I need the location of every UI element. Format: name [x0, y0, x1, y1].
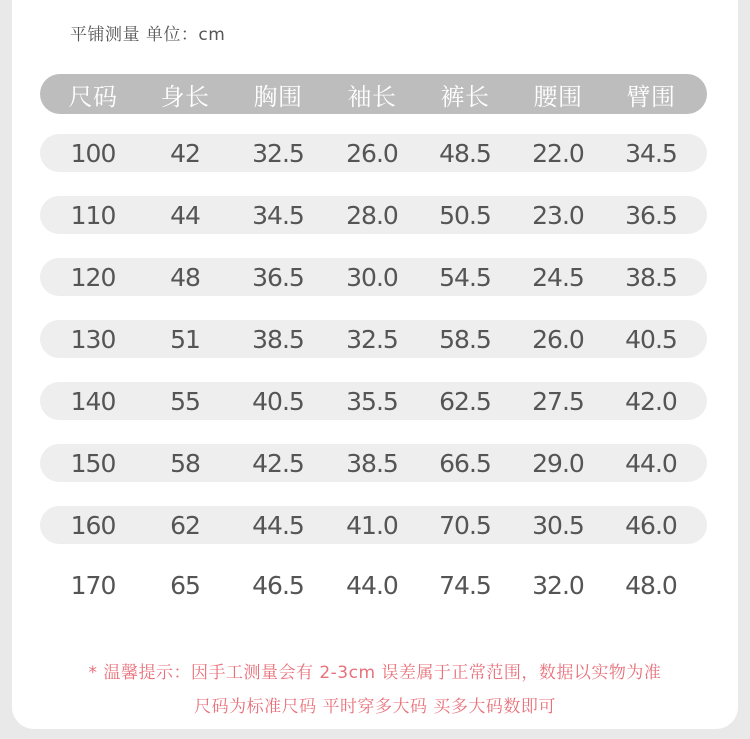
table-row [40, 320, 707, 358]
table-cell: 150 [70, 448, 116, 478]
table-cell: 38.5 [625, 262, 677, 292]
table-header-row [40, 74, 707, 114]
table-row [40, 196, 707, 234]
table-cell: 36.5 [625, 200, 677, 230]
tip-line-2: 尺码为标准尺码 平时穿多大码 买多大码数即可 [194, 697, 556, 717]
table-cell: 46.0 [625, 510, 677, 540]
table-header-cell: 身长 [160, 82, 210, 111]
table-cell: 100 [70, 138, 116, 168]
table-cell: 44.5 [252, 510, 304, 540]
table-cell: 35.5 [346, 386, 398, 416]
table-cell: 40.5 [625, 324, 677, 354]
table-cell: 74.5 [439, 570, 491, 600]
table-cell: 22.0 [532, 138, 584, 168]
table-cell: 65 [170, 570, 200, 600]
table-cell: 26.0 [346, 138, 398, 168]
table-cell: 30.0 [346, 262, 398, 292]
table-row [40, 506, 707, 544]
table-cell: 120 [70, 262, 116, 292]
table-cell: 170 [70, 570, 116, 600]
table-cell: 41.0 [346, 510, 398, 540]
table-cell: 40.5 [252, 386, 304, 416]
table-cell: 44.0 [625, 448, 677, 478]
table-row [40, 382, 707, 420]
table-cell: 51 [170, 324, 200, 354]
table-cell: 46.5 [252, 570, 304, 600]
table-header-cell: 腰围 [533, 82, 583, 111]
table-cell: 32.5 [252, 138, 304, 168]
table-cell: 130 [70, 324, 116, 354]
table-cell: 29.0 [532, 448, 584, 478]
table-cell: 48 [170, 262, 200, 292]
table-header-cell: 裤长 [440, 82, 490, 111]
table-cell: 34.5 [252, 200, 304, 230]
table-cell: 44.0 [346, 570, 398, 600]
table-cell: 27.5 [532, 386, 584, 416]
table-cell: 55 [170, 386, 200, 416]
table-cell: 32.0 [532, 570, 584, 600]
table-row [40, 134, 707, 172]
table-header-cell: 尺码 [68, 82, 118, 111]
table-cell: 28.0 [346, 200, 398, 230]
table-cell: 34.5 [625, 138, 677, 168]
table-cell: 42.5 [252, 448, 304, 478]
table-cell: 48.5 [439, 138, 491, 168]
table-cell: 23.0 [532, 200, 584, 230]
table-row [40, 566, 707, 604]
table-header-cell: 胸围 [253, 82, 303, 111]
table-cell: 58 [170, 448, 200, 478]
table-row [40, 444, 707, 482]
table-cell: 58.5 [439, 324, 491, 354]
table-cell: 24.5 [532, 262, 584, 292]
table-cell: 66.5 [439, 448, 491, 478]
table-cell: 62 [170, 510, 200, 540]
table-cell: 42.0 [625, 386, 677, 416]
table-cell: 50.5 [439, 200, 491, 230]
table-cell: 110 [70, 200, 116, 230]
table-cell: 38.5 [346, 448, 398, 478]
table-header-cell: 袖长 [347, 82, 397, 111]
tip-line-1: * 温馨提示：因手工测量会有 2-3cm 误差属于正常范围，数据以实物为准 [88, 663, 662, 683]
table-cell: 30.5 [532, 510, 584, 540]
measurement-unit-note: 平铺测量 单位：cm [70, 25, 226, 45]
table-cell: 26.0 [532, 324, 584, 354]
table-cell: 38.5 [252, 324, 304, 354]
table-cell: 32.5 [346, 324, 398, 354]
table-cell: 160 [70, 510, 116, 540]
table-row [40, 258, 707, 296]
table-cell: 42 [170, 138, 200, 168]
table-cell: 44 [170, 200, 200, 230]
table-cell: 62.5 [439, 386, 491, 416]
table-cell: 54.5 [439, 262, 491, 292]
table-cell: 36.5 [252, 262, 304, 292]
table-cell: 48.0 [625, 570, 677, 600]
table-header-cell: 臂围 [626, 82, 676, 111]
table-cell: 140 [70, 386, 116, 416]
table-cell: 70.5 [439, 510, 491, 540]
